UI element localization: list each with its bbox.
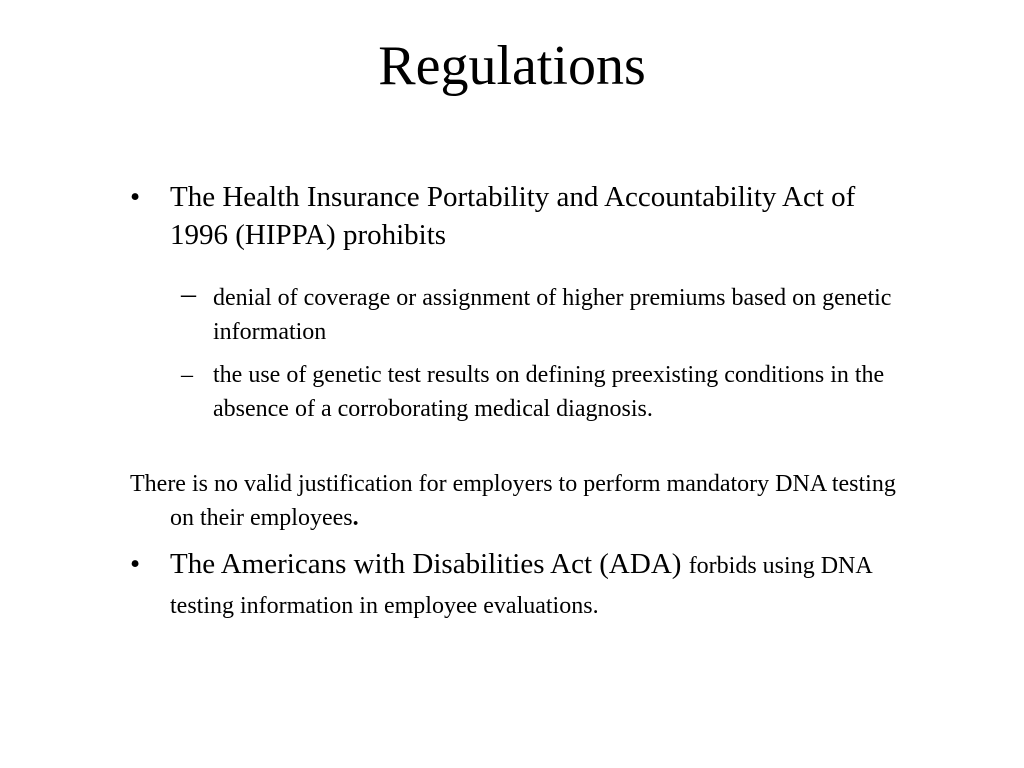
bullet-marker: • <box>130 548 141 580</box>
bullet-marker: • <box>130 181 141 213</box>
statement-text <box>130 467 900 535</box>
bullet-text-large: The Americans with Disabilities Act (ADA) <box>170 548 682 580</box>
bullet-item-hipaa <box>130 178 890 254</box>
statement-body: There is no valid justification for employers to perform mandatory DNA testing on their employees <box>130 471 896 531</box>
dash-marker: – <box>181 277 196 310</box>
sub-bullet-text: denial of coverage or assignment of higher premiums based on genetic information <box>213 285 892 345</box>
slide-title: Regulations <box>378 35 646 97</box>
statement-period: . <box>352 505 359 531</box>
bullet-item-ada <box>130 545 890 625</box>
sub-bullet-item-genetic-tests <box>181 358 911 426</box>
bullet-text-small: forbids using DNA testing information in employee evaluations. <box>170 553 872 619</box>
sub-bullet-item-coverage <box>181 277 911 349</box>
sub-bullet-text: the use of genetic test results on defining preexisting conditions in the absence of a corroborating medical diagnosis. <box>213 362 885 422</box>
statement-employers <box>130 467 900 535</box>
bullet-text <box>130 545 890 625</box>
dash-marker: – <box>181 362 193 388</box>
bullet-text: The Health Insurance Portability and Accountability Act of 1996 (HIPPA) prohibits <box>170 181 856 251</box>
